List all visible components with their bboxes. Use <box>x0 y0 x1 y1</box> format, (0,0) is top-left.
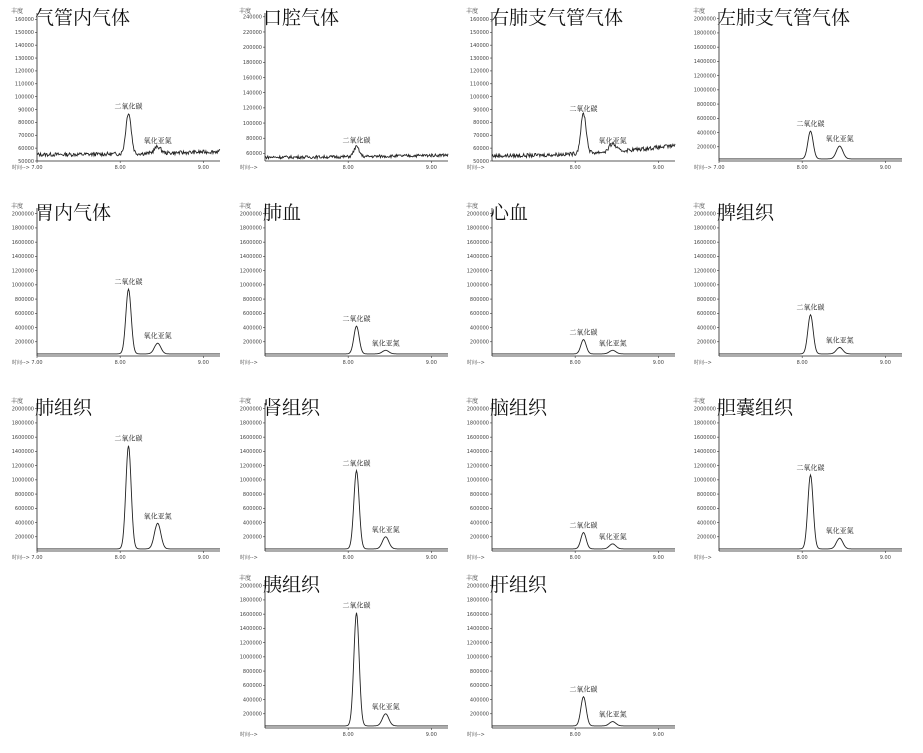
peak-label-n2o: 氧化亚氮 <box>143 137 172 146</box>
chart-title: 肺血 <box>263 202 302 224</box>
x-tick-label: 9.00 <box>879 555 891 561</box>
y-tick-label: 1600000 <box>11 434 34 441</box>
y-tick-label: 1400000 <box>11 254 34 261</box>
y-tick-label: 2000000 <box>239 406 262 413</box>
y-tick-label: 1400000 <box>239 626 262 633</box>
chart-title: 左肺支气管气体 <box>717 7 851 29</box>
chart-panel-p3 <box>465 5 680 183</box>
y-tick-label: 1200000 <box>11 268 34 275</box>
chart-svg <box>692 395 907 573</box>
peak-label-co2: 二氧化碳 <box>342 601 371 610</box>
signal-trace <box>265 613 448 726</box>
peak-label-co2: 二氧化碳 <box>114 434 143 443</box>
y-tick-label: 2000000 <box>693 16 716 23</box>
chart-title: 肾组织 <box>263 397 321 419</box>
chart-svg <box>238 395 453 573</box>
chart-panel-p14 <box>465 572 680 750</box>
y-axis-label: 丰度 <box>11 398 24 405</box>
peak-label-co2: 二氧化碳 <box>114 102 143 111</box>
y-tick-label: 2000000 <box>693 211 716 218</box>
signal-trace <box>37 114 220 156</box>
y-tick-label: 1200000 <box>239 268 262 275</box>
y-axis-label: 丰度 <box>11 8 24 15</box>
y-axis-label: 丰度 <box>239 575 252 582</box>
y-tick-label: 1400000 <box>466 449 489 456</box>
y-tick-label: 200000 <box>242 534 262 541</box>
chart-svg <box>238 572 453 750</box>
y-tick-label: 200000 <box>696 339 716 346</box>
x-axis-label: 时间--> <box>467 732 485 738</box>
peak-label-co2: 二氧化碳 <box>342 459 371 468</box>
y-tick-label: 200000 <box>469 534 489 541</box>
y-tick-label: 1800000 <box>466 597 489 604</box>
y-tick-label: 1000000 <box>466 654 489 661</box>
y-tick-label: 2000000 <box>11 211 34 218</box>
y-tick-label: 120000 <box>469 68 489 75</box>
peak-label-n2o: 氧化亚氮 <box>825 527 854 536</box>
y-tick-label: 1400000 <box>693 449 716 456</box>
y-axis-label: 丰度 <box>693 398 706 405</box>
y-tick-label: 90000 <box>473 107 489 114</box>
signal-trace <box>265 146 448 159</box>
chart-panel-p9 <box>10 395 225 573</box>
chart-panel-p10 <box>238 395 453 573</box>
x-axis-label: 时间--> <box>240 732 258 738</box>
y-tick-label: 1200000 <box>466 463 489 470</box>
y-tick-label: 200000 <box>469 339 489 346</box>
y-tick-label: 400000 <box>696 130 716 137</box>
y-tick-label: 600000 <box>242 683 262 690</box>
y-tick-label: 1600000 <box>693 44 716 51</box>
y-tick-label: 1600000 <box>466 434 489 441</box>
peak-label-co2: 二氧化碳 <box>569 521 598 530</box>
y-axis-label: 丰度 <box>693 203 706 210</box>
x-tick-label: 7.00 <box>713 165 725 171</box>
y-axis-label: 丰度 <box>239 398 252 405</box>
y-tick-label: 1000000 <box>693 477 716 484</box>
x-tick-label: 8.00 <box>796 165 808 171</box>
x-tick-label: 8.00 <box>796 360 808 366</box>
x-axis-label: 时间--> <box>240 555 258 561</box>
x-axis-label: 时间--> <box>12 360 30 366</box>
y-tick-label: 1600000 <box>693 239 716 246</box>
y-tick-label: 70000 <box>473 133 489 140</box>
y-tick-label: 120000 <box>14 68 34 75</box>
x-axis-label: 时间--> <box>467 360 485 366</box>
peak-label-n2o: 氧化亚氮 <box>598 532 627 541</box>
y-tick-label: 800000 <box>242 491 262 498</box>
y-tick-label: 800000 <box>469 491 489 498</box>
y-tick-label: 110000 <box>14 81 34 88</box>
y-tick-label: 140000 <box>14 42 34 49</box>
chart-panel-p12 <box>692 395 907 573</box>
y-tick-label: 600000 <box>469 506 489 513</box>
y-tick-label: 240000 <box>242 14 262 21</box>
y-tick-label: 200000 <box>696 144 716 151</box>
y-tick-label: 180000 <box>242 60 262 67</box>
x-tick-label: 9.00 <box>425 360 437 366</box>
y-tick-label: 60000 <box>246 151 262 158</box>
y-tick-label: 110000 <box>469 81 489 88</box>
signal-trace <box>492 697 675 726</box>
y-tick-label: 200000 <box>469 711 489 718</box>
y-tick-label: 90000 <box>18 107 34 114</box>
x-tick-label: 8.00 <box>569 360 581 366</box>
chart-panel-p8 <box>692 200 907 378</box>
y-tick-label: 1000000 <box>11 282 34 289</box>
y-tick-label: 50000 <box>18 158 34 165</box>
y-tick-label: 400000 <box>14 325 34 332</box>
y-tick-label: 1800000 <box>466 225 489 232</box>
y-tick-label: 1600000 <box>239 239 262 246</box>
x-tick-label: 8.00 <box>342 165 354 171</box>
chart-title: 气管内气体 <box>35 7 131 29</box>
chart-svg <box>10 200 225 378</box>
chart-panel-p6 <box>238 200 453 378</box>
y-tick-label: 200000 <box>242 711 262 718</box>
x-tick-label: 9.00 <box>652 732 664 738</box>
y-axis-label: 丰度 <box>466 398 479 405</box>
y-tick-label: 1800000 <box>239 597 262 604</box>
y-tick-label: 600000 <box>14 506 34 513</box>
peak-label-n2o: 氧化亚氮 <box>371 525 400 534</box>
y-tick-label: 1600000 <box>466 611 489 618</box>
y-tick-label: 600000 <box>242 311 262 318</box>
y-tick-label: 1800000 <box>239 420 262 427</box>
peak-label-n2o: 氧化亚氮 <box>143 332 172 341</box>
x-tick-label: 8.00 <box>342 555 354 561</box>
y-tick-label: 800000 <box>469 668 489 675</box>
y-axis-label: 丰度 <box>466 8 479 15</box>
peak-label-co2: 二氧化碳 <box>796 120 825 129</box>
x-axis-label: 时间--> <box>467 555 485 561</box>
y-tick-label: 2000000 <box>11 406 34 413</box>
y-tick-label: 400000 <box>14 520 34 527</box>
chart-title: 胃内气体 <box>35 202 112 224</box>
chart-svg <box>692 5 907 183</box>
y-tick-label: 400000 <box>696 520 716 527</box>
chart-svg <box>465 200 680 378</box>
signal-trace <box>719 131 902 159</box>
y-tick-label: 1800000 <box>693 30 716 37</box>
x-tick-label: 7.00 <box>31 555 43 561</box>
x-axis-label: 时间--> <box>240 360 258 366</box>
chart-panel-p11 <box>465 395 680 573</box>
chart-panel-p5 <box>10 200 225 378</box>
peak-label-co2: 二氧化碳 <box>569 328 598 337</box>
chart-panel-p1 <box>10 5 225 183</box>
chart-title: 心血 <box>490 202 529 224</box>
y-tick-label: 800000 <box>14 296 34 303</box>
chart-title: 口腔气体 <box>263 7 340 29</box>
y-tick-label: 400000 <box>469 520 489 527</box>
chart-panel-p7 <box>465 200 680 378</box>
y-tick-label: 150000 <box>14 30 34 37</box>
x-tick-label: 7.00 <box>31 360 43 366</box>
chart-svg <box>692 200 907 378</box>
y-tick-label: 600000 <box>242 506 262 513</box>
x-tick-label: 8.00 <box>796 555 808 561</box>
y-tick-label: 2000000 <box>239 211 262 218</box>
chart-title: 脑组织 <box>490 397 548 419</box>
x-tick-label: 8.00 <box>569 165 581 171</box>
peak-label-n2o: 氧化亚氮 <box>143 512 172 521</box>
y-axis-label: 丰度 <box>11 203 24 210</box>
chart-svg <box>238 5 453 183</box>
peak-label-co2: 二氧化碳 <box>569 104 598 113</box>
y-tick-label: 200000 <box>242 339 262 346</box>
signal-trace <box>37 446 220 549</box>
x-tick-label: 8.00 <box>114 555 126 561</box>
y-tick-label: 1800000 <box>693 420 716 427</box>
y-tick-label: 400000 <box>469 697 489 704</box>
y-tick-label: 1400000 <box>11 449 34 456</box>
y-tick-label: 2000000 <box>466 211 489 218</box>
x-tick-label: 9.00 <box>652 555 664 561</box>
y-tick-label: 130000 <box>14 55 34 62</box>
chart-panel-p4 <box>692 5 907 183</box>
peak-label-n2o: 氧化亚氮 <box>598 339 627 348</box>
y-tick-label: 800000 <box>469 296 489 303</box>
x-tick-label: 9.00 <box>197 555 209 561</box>
y-tick-label: 1000000 <box>239 654 262 661</box>
signal-trace <box>265 471 448 549</box>
y-tick-label: 600000 <box>14 311 34 318</box>
signal-trace <box>37 289 220 354</box>
y-tick-label: 600000 <box>696 311 716 318</box>
y-tick-label: 800000 <box>696 491 716 498</box>
y-tick-label: 140000 <box>469 42 489 49</box>
x-axis-label: 时间--> <box>12 165 30 171</box>
x-axis-label: 时间--> <box>694 165 712 171</box>
y-tick-label: 1600000 <box>693 434 716 441</box>
y-axis-label: 丰度 <box>693 8 706 15</box>
y-tick-label: 140000 <box>242 90 262 97</box>
chart-title: 右肺支气管气体 <box>490 7 624 29</box>
y-tick-label: 80000 <box>18 120 34 127</box>
chart-panel-p2 <box>238 5 453 183</box>
y-tick-label: 60000 <box>473 145 489 152</box>
y-tick-label: 2000000 <box>466 406 489 413</box>
peak-label-n2o: 氧化亚氮 <box>598 710 627 719</box>
y-tick-label: 800000 <box>696 296 716 303</box>
x-tick-label: 9.00 <box>879 165 891 171</box>
y-tick-label: 1200000 <box>466 268 489 275</box>
y-tick-label: 1000000 <box>239 282 262 289</box>
y-tick-label: 1200000 <box>466 640 489 647</box>
x-tick-label: 8.00 <box>114 165 126 171</box>
chart-title: 脾组织 <box>717 202 775 224</box>
y-axis-label: 丰度 <box>466 575 479 582</box>
x-axis-label: 时间--> <box>694 360 712 366</box>
chart-svg <box>465 5 680 183</box>
y-tick-label: 1400000 <box>466 254 489 261</box>
y-tick-label: 1600000 <box>239 611 262 618</box>
y-tick-label: 2000000 <box>466 583 489 590</box>
y-tick-label: 1000000 <box>11 477 34 484</box>
y-tick-label: 1000000 <box>693 87 716 94</box>
y-tick-label: 70000 <box>18 133 34 140</box>
y-tick-label: 1200000 <box>239 463 262 470</box>
peak-label-co2: 二氧化碳 <box>114 278 143 287</box>
chart-title: 胆囊组织 <box>717 397 794 419</box>
y-tick-label: 80000 <box>246 136 262 143</box>
y-tick-label: 80000 <box>473 120 489 127</box>
y-tick-label: 100000 <box>242 120 262 127</box>
signal-trace <box>492 340 675 354</box>
y-tick-label: 200000 <box>14 534 34 541</box>
x-tick-label: 9.00 <box>197 165 209 171</box>
x-tick-label: 9.00 <box>425 555 437 561</box>
peak-label-co2: 二氧化碳 <box>342 136 371 145</box>
y-tick-label: 1000000 <box>693 282 716 289</box>
peak-label-co2: 二氧化碳 <box>796 463 825 472</box>
peak-label-n2o: 氧化亚氮 <box>825 135 854 144</box>
signal-trace <box>719 475 902 549</box>
peak-label-n2o: 氧化亚氮 <box>825 336 854 345</box>
chart-panel-p13 <box>238 572 453 750</box>
y-tick-label: 800000 <box>242 668 262 675</box>
y-tick-label: 200000 <box>696 534 716 541</box>
y-tick-label: 50000 <box>473 158 489 165</box>
y-tick-label: 120000 <box>242 105 262 112</box>
y-tick-label: 1600000 <box>239 434 262 441</box>
y-tick-label: 1200000 <box>239 640 262 647</box>
y-tick-label: 130000 <box>469 55 489 62</box>
chart-svg <box>10 395 225 573</box>
y-tick-label: 1000000 <box>466 282 489 289</box>
y-tick-label: 2000000 <box>693 406 716 413</box>
y-axis-label: 丰度 <box>466 203 479 210</box>
x-tick-label: 9.00 <box>879 360 891 366</box>
y-axis-label: 丰度 <box>239 203 252 210</box>
peak-label-n2o: 氧化亚氮 <box>371 339 400 348</box>
y-tick-label: 1800000 <box>11 225 34 232</box>
y-tick-label: 200000 <box>242 44 262 51</box>
x-axis-label: 时间--> <box>12 555 30 561</box>
y-tick-label: 1800000 <box>693 225 716 232</box>
y-tick-label: 1800000 <box>466 420 489 427</box>
y-tick-label: 1200000 <box>11 463 34 470</box>
y-tick-label: 1200000 <box>693 73 716 80</box>
y-tick-label: 400000 <box>469 325 489 332</box>
y-tick-label: 1000000 <box>466 477 489 484</box>
x-tick-label: 8.00 <box>114 360 126 366</box>
chart-title: 肺组织 <box>35 397 93 419</box>
chart-svg <box>465 572 680 750</box>
y-tick-label: 200000 <box>14 339 34 346</box>
x-tick-label: 8.00 <box>342 360 354 366</box>
peak-label-n2o: 氧化亚氮 <box>371 702 400 711</box>
x-tick-label: 8.00 <box>569 732 581 738</box>
y-tick-label: 400000 <box>242 697 262 704</box>
y-tick-label: 100000 <box>14 94 34 101</box>
y-tick-label: 600000 <box>469 683 489 690</box>
y-tick-label: 400000 <box>242 325 262 332</box>
y-tick-label: 100000 <box>469 94 489 101</box>
chart-svg <box>465 395 680 573</box>
y-tick-label: 1400000 <box>239 449 262 456</box>
peak-label-n2o: 氧化亚氮 <box>598 137 627 146</box>
y-tick-label: 400000 <box>242 520 262 527</box>
x-tick-label: 8.00 <box>342 732 354 738</box>
y-tick-label: 800000 <box>242 296 262 303</box>
y-tick-label: 2000000 <box>239 583 262 590</box>
y-tick-label: 1200000 <box>693 463 716 470</box>
signal-trace <box>719 315 902 354</box>
y-tick-label: 1400000 <box>239 254 262 261</box>
y-tick-label: 800000 <box>696 101 716 108</box>
y-tick-label: 800000 <box>14 491 34 498</box>
x-tick-label: 8.00 <box>569 555 581 561</box>
chart-svg <box>10 5 225 183</box>
y-tick-label: 160000 <box>242 75 262 82</box>
y-tick-label: 400000 <box>696 325 716 332</box>
signal-trace <box>492 533 675 549</box>
y-tick-label: 600000 <box>696 116 716 123</box>
signal-trace <box>265 326 448 354</box>
y-tick-label: 60000 <box>18 145 34 152</box>
y-tick-label: 1000000 <box>239 477 262 484</box>
x-tick-label: 9.00 <box>652 165 664 171</box>
y-tick-label: 1400000 <box>693 59 716 66</box>
chart-svg <box>238 200 453 378</box>
y-tick-label: 150000 <box>469 30 489 37</box>
y-tick-label: 600000 <box>469 311 489 318</box>
x-tick-label: 9.00 <box>197 360 209 366</box>
peak-label-co2: 二氧化碳 <box>569 685 598 694</box>
x-axis-label: 时间--> <box>694 555 712 561</box>
x-tick-label: 7.00 <box>31 165 43 171</box>
y-tick-label: 1800000 <box>11 420 34 427</box>
y-tick-label: 220000 <box>242 29 262 36</box>
y-tick-label: 160000 <box>469 17 489 24</box>
peak-label-co2: 二氧化碳 <box>796 303 825 312</box>
x-tick-label: 9.00 <box>425 732 437 738</box>
signal-trace <box>492 113 675 158</box>
peak-label-co2: 二氧化碳 <box>342 315 371 324</box>
y-tick-label: 1400000 <box>466 626 489 633</box>
y-tick-label: 1600000 <box>11 239 34 246</box>
x-tick-label: 9.00 <box>652 360 664 366</box>
y-tick-label: 600000 <box>696 506 716 513</box>
y-tick-label: 160000 <box>14 17 34 24</box>
y-tick-label: 1200000 <box>693 268 716 275</box>
x-axis-label: 时间--> <box>467 165 485 171</box>
chart-title: 胰组织 <box>263 574 321 596</box>
chart-title: 肝组织 <box>490 574 548 596</box>
y-tick-label: 1400000 <box>693 254 716 261</box>
y-tick-label: 1600000 <box>466 239 489 246</box>
y-tick-label: 1800000 <box>239 225 262 232</box>
x-tick-label: 9.00 <box>425 165 437 171</box>
y-axis-label: 丰度 <box>239 8 252 15</box>
x-axis-label: 时间--> <box>240 165 258 171</box>
